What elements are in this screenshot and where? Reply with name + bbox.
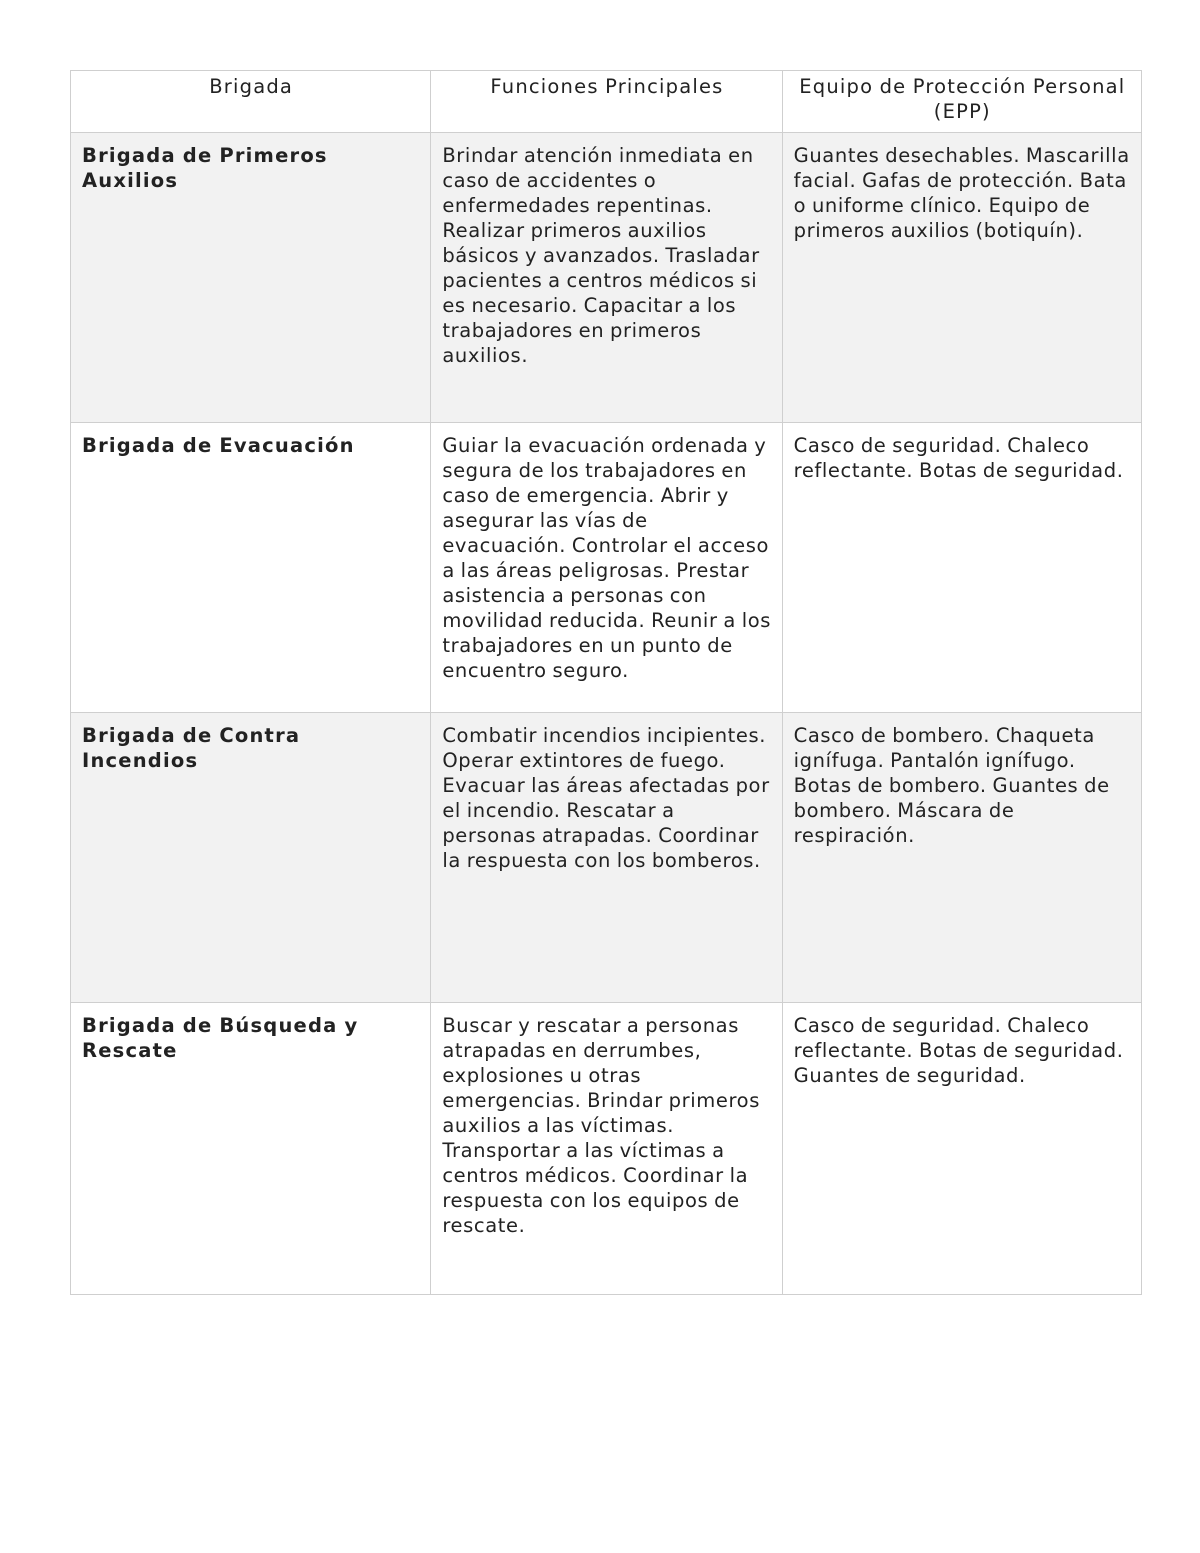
table-row	[71, 1003, 1142, 1295]
table-header-row	[71, 71, 1142, 133]
brigades-table	[70, 70, 1142, 1295]
functions-cell: Buscar y rescatar a personas atrapadas en derrumbes, explosiones u otras emergencias. Brindar primeros auxilios a las víctimas. Transportar a las víctimas a centros médicos. Coordinar la respuesta con los equipos de rescate.	[431, 1003, 782, 1295]
epp-cell: Casco de seguridad. Chaleco reflectante. Botas de seguridad. Guantes de seguridad.	[782, 1003, 1141, 1295]
functions-cell: Combatir incendios incipientes. Operar extintores de fuego. Evacuar las áreas afectadas por el incendio. Rescatar a personas atrapadas. Coordinar la respuesta con los bomberos.	[431, 713, 782, 1003]
header-funciones: Funciones Principales	[431, 71, 782, 133]
table-row	[71, 133, 1142, 423]
brigade-name-cell: Brigada de Primeros Auxilios	[71, 133, 431, 423]
epp-cell: Casco de bombero. Chaqueta ignífuga. Pantalón ignífugo. Botas de bombero. Guantes de bombero. Máscara de respiración.	[782, 713, 1141, 1003]
table-row	[71, 423, 1142, 713]
functions-cell: Brindar atención inmediata en caso de accidentes o enfermedades repentinas. Realizar primeros auxilios básicos y avanzados. Trasladar pacientes a centros médicos si es necesario. Capacitar a los trabajadores en primeros auxilios.	[431, 133, 782, 423]
functions-cell: Guiar la evacuación ordenada y segura de los trabajadores en caso de emergencia. Abrir y asegurar las vías de evacuación. Controlar el acceso a las áreas peligrosas. Prestar asistencia a personas con movilidad reducida. Reunir a los trabajadores en un punto de encuentro seguro.	[431, 423, 782, 713]
header-brigada: Brigada	[71, 71, 431, 133]
brigade-name-cell: Brigada de Contra Incendios	[71, 713, 431, 1003]
brigade-name-cell: Brigada de Evacuación	[71, 423, 431, 713]
header-epp: Equipo de Protección Personal (EPP)	[782, 71, 1141, 133]
brigade-name-cell: Brigada de Búsqueda y Rescate	[71, 1003, 431, 1295]
epp-cell: Guantes desechables. Mascarilla facial. Gafas de protección. Bata o uniforme clínico. Equipo de primeros auxilios (botiquín).	[782, 133, 1141, 423]
table-row	[71, 713, 1142, 1003]
epp-cell: Casco de seguridad. Chaleco reflectante. Botas de seguridad.	[782, 423, 1141, 713]
